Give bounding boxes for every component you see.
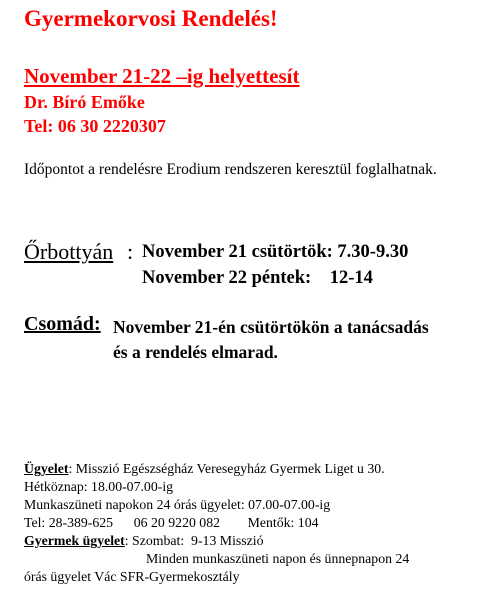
child-duty-label: Gyermek ügyelet [24,533,125,548]
duty-phones: Tel: 28-389-625 06 20 9220 082 Mentők: 104 [24,515,319,530]
child-duty-line [24,532,264,550]
duty-line-1 [24,460,385,478]
duty-weekday-hours: Hétköznap: 18.00-07.00-ig [24,479,174,494]
duty-label: Ügyelet [24,461,69,476]
orbottyan-schedule-line-1: November 21 csütörtök: 7.30-9.30 [142,242,409,262]
orbottyan-colon: : [127,239,134,264]
booking-note: Időpontot a rendelésre Erodium rendszeren keresztül foglalhatnak. [24,161,437,178]
substitute-dates: November 21-22 –ig helyettesít [24,64,300,88]
child-duty-holiday-line-2: órás ügyelet Vác SFR-Gyermekosztály [24,569,240,584]
csomad-place-label: Csomád: [24,313,101,335]
child-duty-saturday: : Szombat: 9-13 Misszió [124,533,264,548]
page-title: Gyermekorvosi Rendelés! [24,6,278,31]
substitute-phone: Tel: 06 30 2220307 [24,116,166,136]
duty-holiday-hours: Munkaszüneti napokon 24 órás ügyelet: 07.00-07.00-ig [24,497,331,512]
duty-address: : Misszió Egészségház Veresegyház Gyermek Liget u 30. [68,461,385,476]
substitute-doctor-name: Dr. Bíró Emőke [24,92,145,112]
csomad-notice-line-2: és a rendelés elmarad. [113,342,278,362]
orbottyan-place-label: Őrbottyán [24,239,114,264]
orbottyan-schedule-line-2: November 22 péntek: 12-14 [142,268,373,288]
csomad-notice-line-1: November 21-én csütörtökön a tanácsadás [113,317,429,337]
child-duty-holiday-line-1: Minden munkaszüneti napon és ünnepnapon 24 [146,551,410,566]
